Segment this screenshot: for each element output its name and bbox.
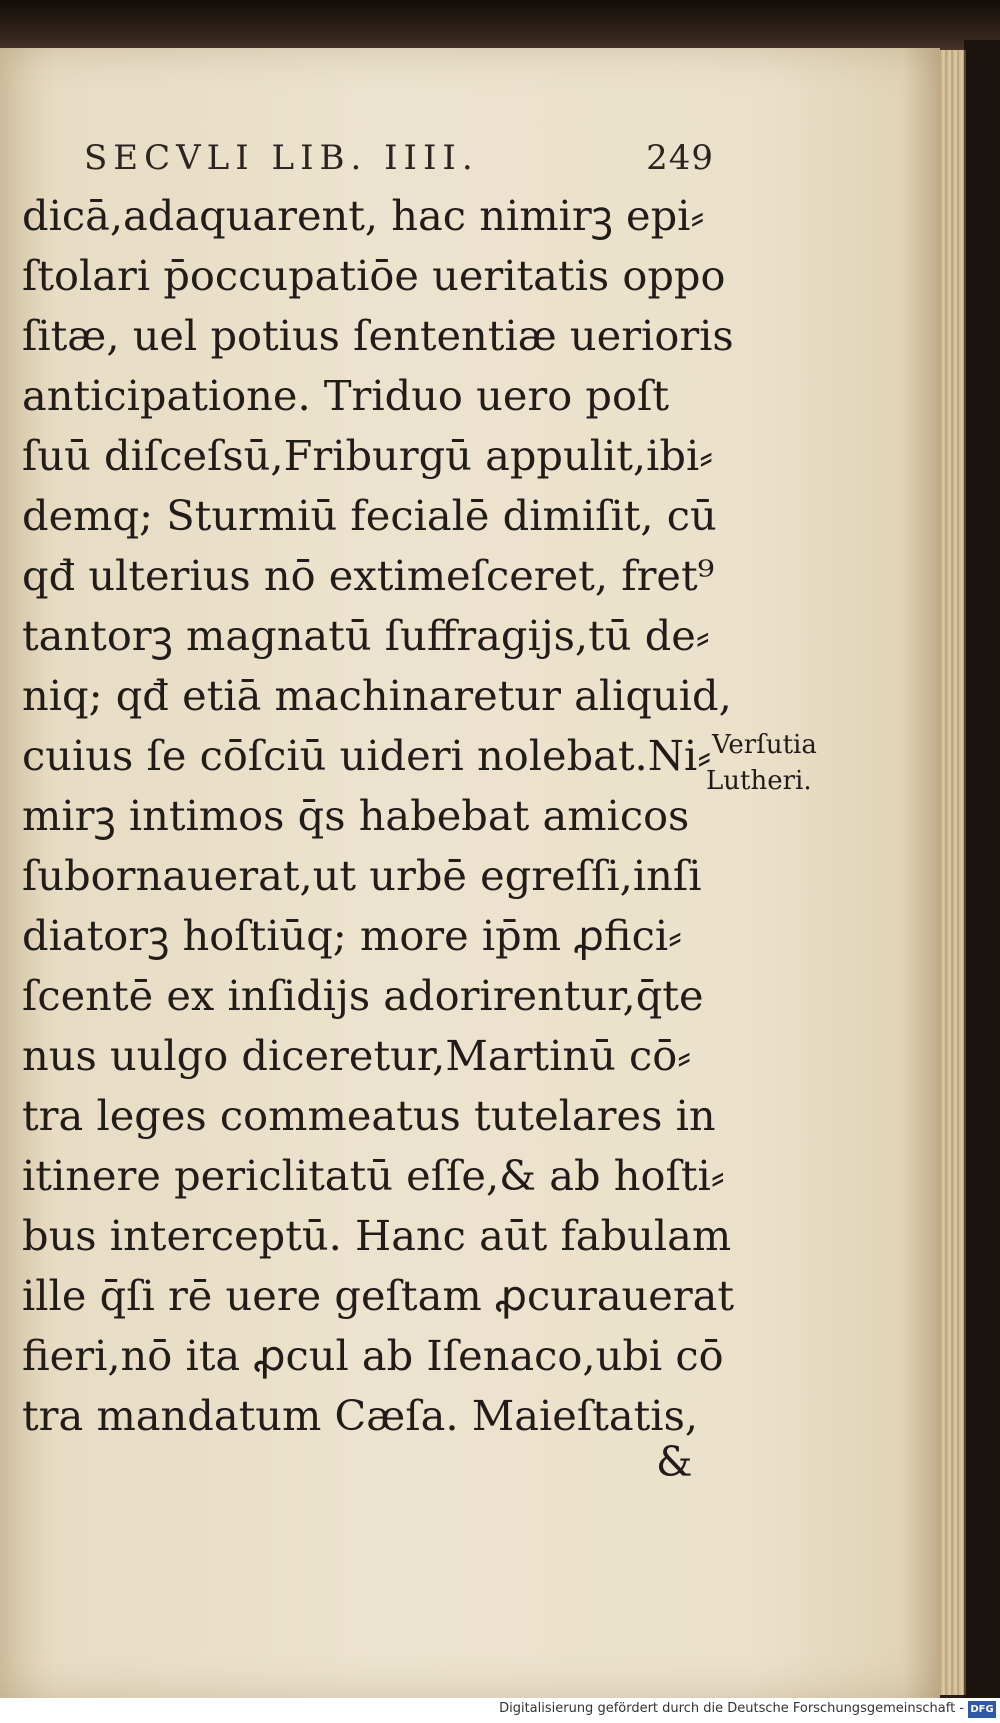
text-line: ſcentē ex inſidijs adorirentur,q̄te [22,971,704,1020]
text-line: dicā,adaquarent, hac nimirꝫ epi⸗ [22,191,705,240]
text-line: diatorꝫ hoſtiūq; more ip̄m ꝓfici⸗ [22,911,682,960]
marginal-note-line: Lutheri. [706,766,812,796]
text-line: niq; qđ etiā machinaretur aliquid, [22,671,732,720]
marginal-note-line: Verſutia [712,730,817,760]
text-line: ſitæ, uel potius ſententiæ uerioris [22,311,734,360]
text-line: demq; Sturmiū fecialē dimiſit, cū [22,491,717,540]
text-line: ſuū diſceſsū,Friburgū appulit,ibi⸗ [22,431,714,480]
text-line: anticipatione. Triduo uero poſt [22,371,669,420]
text-line: mirꝫ intimos q̄s habebat amicos [22,791,690,840]
text-line: nus uulgo diceretur,Martinū cō⸗ [22,1031,692,1080]
text-line: qđ ulterius nō extimeſceret, fret⁹ [22,551,715,600]
text-line: tra leges commeatus tutelares in [22,1091,716,1140]
text-line: cuius ſe cōſciū uideri nolebat.Ni⸗ [22,731,712,780]
text-line: bus interceptū. Hanc aūt fabulam [22,1211,732,1260]
text-line: itinere periclitatū eſſe,& ab hoſti⸗ [22,1151,725,1200]
dfg-logo: DFG [968,1701,996,1718]
funding-credit: Digitalisierung gefördert durch die Deutsche Forschungsgemeinschaft - [499,1701,964,1716]
text-line: ſubornauerat,ut urbē egreſſi,inſi [22,851,702,900]
text-line: tra mandatum Cæſa. Maieſtatis, [22,1391,699,1440]
footer-bar [0,1698,1000,1723]
body-text [22,186,735,1446]
page-fore-edge [936,50,966,1695]
background-right [964,40,1000,1723]
page-number: 249 [646,138,714,178]
running-head-title: SECVLI LIB. IIII. [84,138,479,178]
text-line: fieri,nō ita ꝓcul ab Iſenaco,ubi cō [22,1331,724,1380]
marginal-note [706,727,817,799]
text-line: tantorꝫ magnatū ſuffragijs,tū de⸗ [22,611,710,660]
text-line: ille q̄ſi rē uere geſtam ꝓcurauerat [22,1271,735,1320]
catchword: & [656,1438,693,1486]
running-head [84,138,714,188]
text-line: ſtolari p̄occupatiōe ueritatis oppo [22,251,726,300]
